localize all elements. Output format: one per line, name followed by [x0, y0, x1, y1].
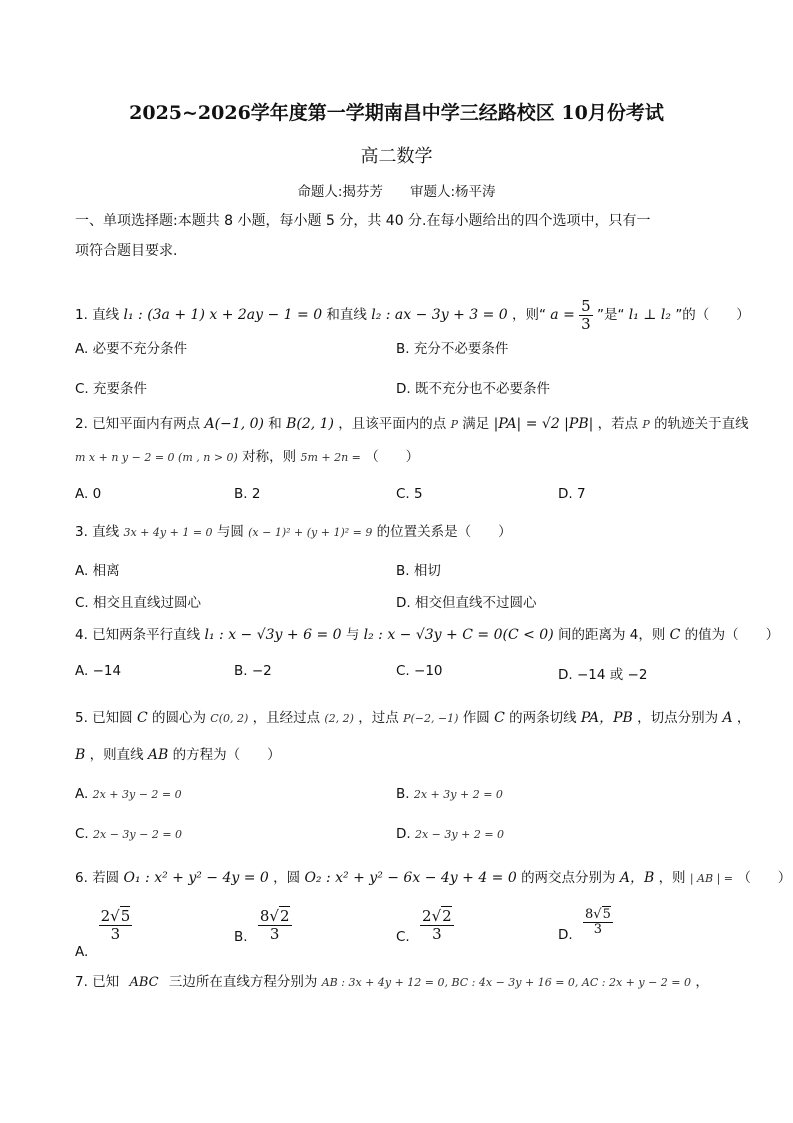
- q6-option-c: C. $\frac{2√2}{3}$: [396, 907, 452, 945]
- exam-subject: 高二数学: [360, 146, 433, 167]
- section-heading-line2: 项符合题目要求.: [75, 243, 178, 259]
- q5-option-b: B. 2x + 3y + 2 = 0: [396, 786, 503, 802]
- fraction-5-3: $\frac{5}{3}$: [581, 297, 591, 333]
- question-1-stem: 1. 直线 l₁ : (3a + 1) x + 2ay − 1 = 0 和直线 l₂ : ax − 3y + 3 = 0 ，则“ a = $\frac{5}{3}$ ”是“ l₁ ⊥ l₂ ”的（ ）: [75, 297, 750, 333]
- q2-option-b: B. 2: [234, 486, 261, 502]
- q6-option-b: B. $\frac{8√2}{3}$: [234, 907, 290, 945]
- question-2-stem-line2: m x + n y − 2 = 0 (m , n > 0) 对称，则 5m + 2n = （ ）: [75, 449, 420, 465]
- q3-option-a: A. 相离: [75, 563, 120, 579]
- q6-a-fraction: $\frac{2√5}{3}$: [100, 907, 131, 943]
- q4-option-a: A. −14: [75, 663, 122, 679]
- section-heading-line1: 一、单项选择题:本题共 8 小题，每小题 5 分，共 40 分.在每小题给出的四个选项中，只有一: [75, 213, 651, 229]
- question-3-stem: 3. 直线 3x + 4y + 1 = 0 与圆 (x − 1)² + (y + 1)² = 9 的位置关系是（ ）: [75, 524, 512, 540]
- q4-option-c: C. −10: [396, 663, 443, 679]
- question-7-stem: 7. 已知 ABC 三边所在直线方程分别为 AB : 3x + 4y + 12 = 0, BC : 4x − 3y + 16 = 0, AC : 2x + y − 2 = 0 ，: [75, 974, 709, 990]
- question-2-stem: 2. 已知平面内有两点 A(−1, 0) 和 B(2, 1) ，且该平面内的点 P 满足 |PA| = √2 |PB| ，若点 P 的轨迹关于直线: [75, 416, 749, 432]
- question-4-stem: 4. 已知两条平行直线 l₁ : x − √3y + 6 = 0 与 l₂ : x − √3y + C = 0(C < 0) 间的距离为 4，则 C 的值为（ ）: [75, 627, 780, 643]
- exam-title: 2025~2026学年度第一学期南昌中学三经路校区 10月份考试: [129, 102, 664, 124]
- question-6-stem: 6. 若圆 O₁ : x² + y² − 4y = 0 ，圆 O₂ : x² + y² − 6x − 4y + 4 = 0 的两交点分别为 A，B ，则 | AB | = （ ）: [75, 870, 792, 886]
- q6-d-fraction: $\frac{8√5}{3}$: [584, 907, 611, 938]
- q6-option-a: A. $\frac{2√5}{3}$: [75, 907, 131, 960]
- q3-option-c: C. 相交且直线过圆心: [75, 595, 202, 611]
- q1-option-c: C. 充要条件: [75, 381, 148, 397]
- q1-option-d: D. 既不充分也不必要条件: [396, 381, 550, 397]
- question-5-stem-line2: B ，则直线 AB 的方程为（ ）: [75, 747, 281, 763]
- q5-option-a: A. 2x + 3y − 2 = 0: [75, 786, 182, 802]
- q4-option-b: B. −2: [234, 663, 272, 679]
- q4-option-d: D. −14 或 −2: [558, 667, 648, 683]
- q5-option-c: C. 2x − 3y − 2 = 0: [75, 826, 183, 842]
- q1-option-a: A. 必要不充分条件: [75, 341, 188, 357]
- q6-option-d: D. $\frac{8√5}{3}$: [558, 907, 611, 943]
- q2-option-a: A. 0: [75, 486, 102, 502]
- exam-authors: 命题人:揭芬芳 审题人:杨平涛: [297, 184, 496, 200]
- question-5-stem: 5. 已知圆 C 的圆心为 C(0, 2) ，且经过点 (2, 2) ，过点 P(−2, −1) 作圆 C 的两条切线 PA，PB ，切点分别为 A ，: [75, 710, 751, 726]
- q5-option-d: D. 2x − 3y + 2 = 0: [396, 826, 505, 842]
- q6-b-fraction: $\frac{8√2}{3}$: [259, 907, 290, 943]
- q3-option-d: D. 相交但直线不过圆心: [396, 595, 537, 611]
- q3-option-b: B. 相切: [396, 563, 441, 579]
- q6-c-fraction: $\frac{2√2}{3}$: [422, 907, 452, 943]
- q2-option-c: C. 5: [396, 486, 423, 502]
- q2-option-d: D. 7: [558, 486, 586, 502]
- q1-option-b: B. 充分不必要条件: [396, 341, 509, 357]
